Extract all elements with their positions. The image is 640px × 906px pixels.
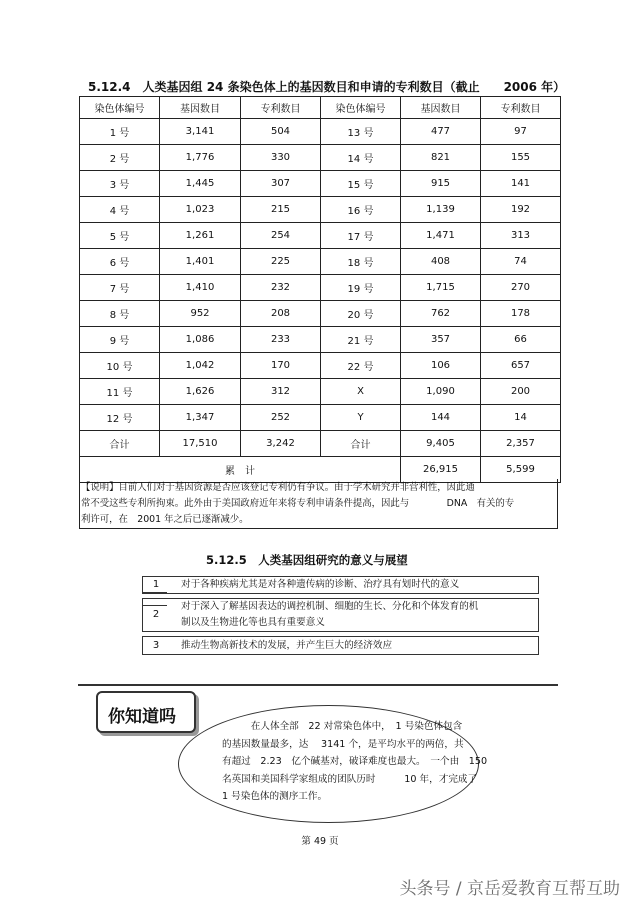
table-cell: 1,090	[401, 379, 481, 405]
table-cell: 155	[481, 145, 561, 171]
fact-line: 名英国和美国科学家组成的团队历时 10 年，才完成了	[222, 773, 478, 785]
header-cell: 专利数目	[241, 97, 321, 119]
table-cell: 215	[241, 197, 321, 223]
table-cell: 1 号	[80, 119, 160, 145]
point-box-2	[142, 598, 539, 632]
table-row	[80, 379, 561, 405]
table-cell: 192	[481, 197, 561, 223]
point-number: 3	[152, 640, 160, 651]
section-divider	[78, 684, 558, 686]
table-cell: 1,626	[160, 379, 241, 405]
note-line: 利许可，在 2001 年之后已逐渐减少。	[81, 514, 249, 525]
table-row	[80, 249, 561, 275]
table-cell: 408	[401, 249, 481, 275]
table-cell: 1,715	[401, 275, 481, 301]
table-row	[80, 197, 561, 223]
table-cell: 1,471	[401, 223, 481, 249]
table-cell: 合计	[80, 431, 160, 457]
header-cell: 基因数目	[401, 97, 481, 119]
table-cell: 22 号	[321, 353, 401, 379]
table-cell: 330	[241, 145, 321, 171]
table-cell: 225	[241, 249, 321, 275]
table-cell: 141	[481, 171, 561, 197]
point-box-3	[142, 636, 539, 655]
table-row	[80, 431, 561, 457]
note-line: 【说明】目前人们对于基因资源是否应该登记专利仍有争议。由于学术研究并非营利性，因此通	[81, 482, 475, 493]
table-cell: 270	[481, 275, 561, 301]
table-cell: 657	[481, 353, 561, 379]
header-cell: 染色体编号	[321, 97, 401, 119]
table-cell: 313	[481, 223, 561, 249]
table-cell: 208	[241, 301, 321, 327]
table-cell: 17 号	[321, 223, 401, 249]
table-cell: 252	[241, 405, 321, 431]
table-cell: 1,776	[160, 145, 241, 171]
table-cell: 477	[401, 119, 481, 145]
table-cell: 18 号	[321, 249, 401, 275]
table-note	[79, 479, 558, 529]
watermark: 头条号 / 京岳爱教育互帮互助	[399, 879, 620, 899]
table-cell: 915	[401, 171, 481, 197]
table-row	[80, 327, 561, 353]
table-cell: 20 号	[321, 301, 401, 327]
table-row	[80, 275, 561, 301]
table-cell: 2 号	[80, 145, 160, 171]
table-row	[80, 301, 561, 327]
table-cell: 15 号	[321, 171, 401, 197]
table-cell: 5 号	[80, 223, 160, 249]
total-patents: 5,599	[481, 457, 561, 483]
table-cell: 66	[481, 327, 561, 353]
table-cell: 8 号	[80, 301, 160, 327]
number-overline	[143, 605, 167, 606]
table-cell: 9 号	[80, 327, 160, 353]
table-cell: 1,445	[160, 171, 241, 197]
table-cell: 14 号	[321, 145, 401, 171]
table-cell: 97	[481, 119, 561, 145]
total-label: 累 计	[80, 457, 401, 483]
table-row	[80, 405, 561, 431]
point-number: 2	[152, 609, 160, 620]
table-cell: 232	[241, 275, 321, 301]
table-header-row	[80, 97, 561, 119]
callout-label: 你知道吗	[108, 707, 176, 727]
table-row	[80, 171, 561, 197]
number-overline	[143, 636, 167, 637]
header-cell: 基因数目	[160, 97, 241, 119]
table-cell: 504	[241, 119, 321, 145]
point-line: 制以及生物进化等也具有重要意义	[181, 617, 325, 628]
table-cell: 3 号	[80, 171, 160, 197]
table-row	[80, 353, 561, 379]
point-number: 1	[152, 579, 160, 590]
table-cell: 200	[481, 379, 561, 405]
table-cell: 74	[481, 249, 561, 275]
table-cell: 1,261	[160, 223, 241, 249]
did-you-know-callout	[96, 691, 196, 733]
table-cell: 1,347	[160, 405, 241, 431]
table-cell: 307	[241, 171, 321, 197]
table-cell: 9,405	[401, 431, 481, 457]
table-cell: 1,410	[160, 275, 241, 301]
table-cell: 170	[241, 353, 321, 379]
table-cell: 762	[401, 301, 481, 327]
table-cell: 6 号	[80, 249, 160, 275]
table-cell: 357	[401, 327, 481, 353]
table-cell: 16 号	[321, 197, 401, 223]
table-cell: 4 号	[80, 197, 160, 223]
table-row	[80, 145, 561, 171]
table-cell: 1,086	[160, 327, 241, 353]
total-genes: 26,915	[401, 457, 481, 483]
table-cell: X	[321, 379, 401, 405]
page-number: 第 49 页	[301, 836, 339, 847]
table-cell: 106	[401, 353, 481, 379]
table-cell: 1,139	[401, 197, 481, 223]
table-cell: 7 号	[80, 275, 160, 301]
table-cell: 2,357	[481, 431, 561, 457]
table-row	[80, 223, 561, 249]
point-line: 推动生物高新技术的发展，并产生巨大的经济效应	[181, 640, 393, 651]
table-cell: Y	[321, 405, 401, 431]
table-cell: 312	[241, 379, 321, 405]
point-line: 对于深入了解基因表达的调控机制、细胞的生长、分化和个体发育的机	[181, 601, 479, 612]
fact-line: 的基因数量最多，达 3141 个，是平均水平的两倍，共	[222, 738, 464, 750]
gene-table	[79, 96, 561, 483]
table-cell: 3,242	[241, 431, 321, 457]
table-cell: 13 号	[321, 119, 401, 145]
table-row	[80, 119, 561, 145]
table-cell: 1,401	[160, 249, 241, 275]
table-title: 5.12.4 人类基因组 24 条染色体上的基因数目和申请的专利数目（截止 2006 年）	[88, 80, 566, 94]
header-cell: 专利数目	[481, 97, 561, 119]
table-cell: 合计	[321, 431, 401, 457]
table-cell: 11 号	[80, 379, 160, 405]
table-cell: 14	[481, 405, 561, 431]
point-box-1	[142, 576, 539, 594]
fact-text	[222, 718, 488, 806]
section-title: 5.12.5 人类基因组研究的意义与展望	[206, 553, 408, 567]
note-line: 常不受这些专利所拘束。此外由于美国政府近年来将专利申请条件提高，因此与 DNA 有关的专	[81, 498, 515, 509]
table-cell: 17,510	[160, 431, 241, 457]
table-cell: 10 号	[80, 353, 160, 379]
fact-line: 有超过 2.23 亿个碱基对，破译难度也最大。 一个由 150	[222, 756, 488, 767]
table-cell: 21 号	[321, 327, 401, 353]
table-cell: 1,023	[160, 197, 241, 223]
point-line: 对于各种疾病尤其是对各种遗传病的诊断、治疗具有划时代的意义	[181, 579, 460, 590]
table-cell: 254	[241, 223, 321, 249]
table-cell: 233	[241, 327, 321, 353]
table-cell: 952	[160, 301, 241, 327]
table-cell: 144	[401, 405, 481, 431]
table-cell: 3,141	[160, 119, 241, 145]
fact-line: 在人体全部 22 对常染色体中， 1 号染色体包含	[222, 721, 463, 732]
header-cell: 染色体编号	[80, 97, 160, 119]
number-underline	[143, 592, 167, 593]
table-cell: 19 号	[321, 275, 401, 301]
table-cell: 821	[401, 145, 481, 171]
table-cell: 1,042	[160, 353, 241, 379]
fact-line: 1 号染色体的测序工作。	[222, 791, 328, 802]
table-cell: 178	[481, 301, 561, 327]
table-cell: 12 号	[80, 405, 160, 431]
